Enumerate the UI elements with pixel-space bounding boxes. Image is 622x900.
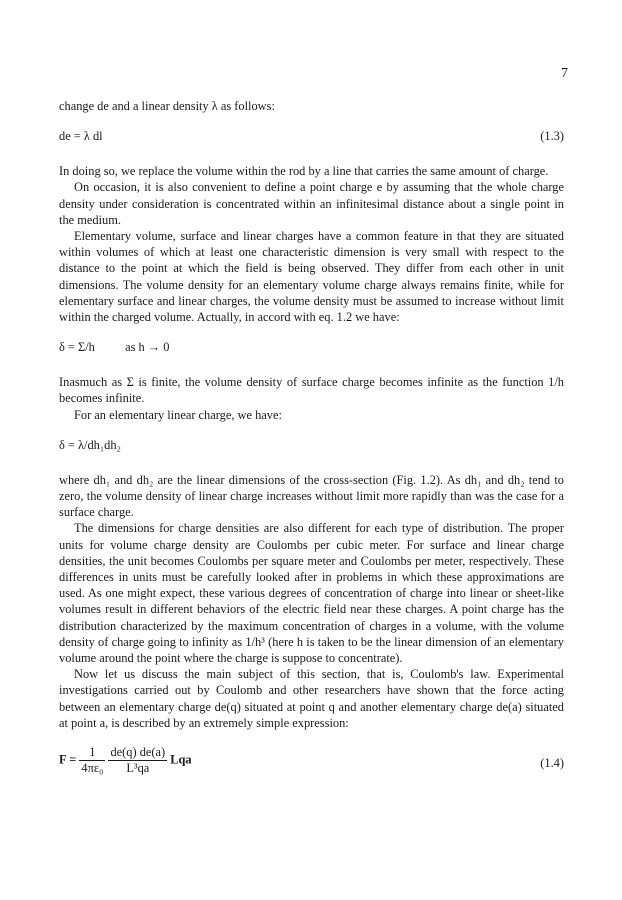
- paragraph-8: Now let us discuss the main subject of this section, that is, Coulomb's law. Experimental investigations carried out by Coulomb and other researchers have shown that the force acting between an elementary charge de(q) situated at point q and another elementary charge de(a) situated at point a, is described by an extremely simple expression:: [59, 667, 564, 730]
- paragraph-intro: change de and a linear density λ as follows:: [59, 99, 275, 113]
- page-body: [59, 98, 564, 785]
- paragraph-6: where dh₁ and dh₂ are the linear dimensions of the cross-section (Fig. 1.2). As dh₁ and dh₂ tend to zero, the volume density of linear charge increases without limit more rapidly than was the case for a surface charge.: [59, 472, 564, 520]
- equation-1-4-number: (1.4): [540, 756, 564, 771]
- equation-delta-sigma-lhs: δ = Σ/h: [59, 340, 95, 355]
- equation-1-3-number: (1.3): [540, 129, 564, 144]
- paragraph-1: In doing so, we replace the volume within the rod by a line that carries the same amount of charge.: [59, 164, 549, 179]
- equation-1-4-fraction-constant: [79, 745, 105, 776]
- paragraph-7: The dimensions for charge densities are also different for each type of distribution. The proper units for volume charge density are Coulombs per cubic meter. For surface and linear charge densities, the unit becomes Coulombs per square meter and Coulombs per meter, respectively. These differences in units must be carefully looked after in problems in which these approximations are used. As one might expect, these various degrees of concentration of charge into linear or sheet-like volumes result in different behaviors of the electric field near these charges. A point charge has the distribution characterized by the maximum concentration of charges in a volume, with the volume density of charge going to infinity as 1/h³ (here h is taken to be the linear dimension of an elementary volume around the point where the charge is suppose to concentrate).: [59, 521, 564, 666]
- equation-1-4-vector: Lqa: [170, 752, 192, 767]
- equation-1-4-fraction-charges: [108, 745, 167, 776]
- equation-1-4-lhs: F =: [59, 752, 77, 767]
- equation-delta-lambda-expression: δ = λ/dh₁dh₂: [59, 437, 121, 452]
- equation-1-4: [59, 745, 564, 785]
- equation-1-4-fraction-charges-numerator: de(q) de(a): [110, 745, 166, 760]
- paragraph-5: For an elementary linear charge, we have:: [74, 407, 282, 422]
- equation-1-4-fraction-constant-denominator: 4πε₀: [81, 761, 104, 776]
- paragraph-3: Elementary volume, surface and linear charges have a common feature in that they are situated within volumes of which at least one characteristic dimension is very small with respect to the distance to the point at which the field is being observed. They differ from each other in unit dimensions. The volume density for an elementary volume charge always remains finite, while for elementary surface and linear charges, the volume density must be assumed to increase without limit within the charged volume. Actually, in accord with eq. 1.2 we have:: [59, 229, 564, 325]
- equation-1-4-fraction-charges-denominator: L³qa: [126, 761, 150, 776]
- paragraph-4: Inasmuch as Σ is finite, the volume density of surface charge becomes infinite as the function 1/h becomes infinite.: [59, 375, 564, 406]
- equation-1-4-fraction-constant-numerator: 1: [79, 745, 105, 761]
- equation-delta-lambda: [59, 437, 564, 454]
- equation-delta-sigma-condition: as h → 0: [125, 340, 170, 355]
- page-number: 7: [561, 66, 568, 81]
- paragraph-2: On occasion, it is also convenient to define a point charge e by assuming that the whole charge density under consideration is concentrated within an infinitesimal distance about a single point in the medium.: [59, 180, 564, 227]
- equation-1-3: [59, 128, 564, 145]
- equation-1-3-expression: de = λ dl: [59, 129, 103, 144]
- equation-delta-sigma: [59, 339, 564, 356]
